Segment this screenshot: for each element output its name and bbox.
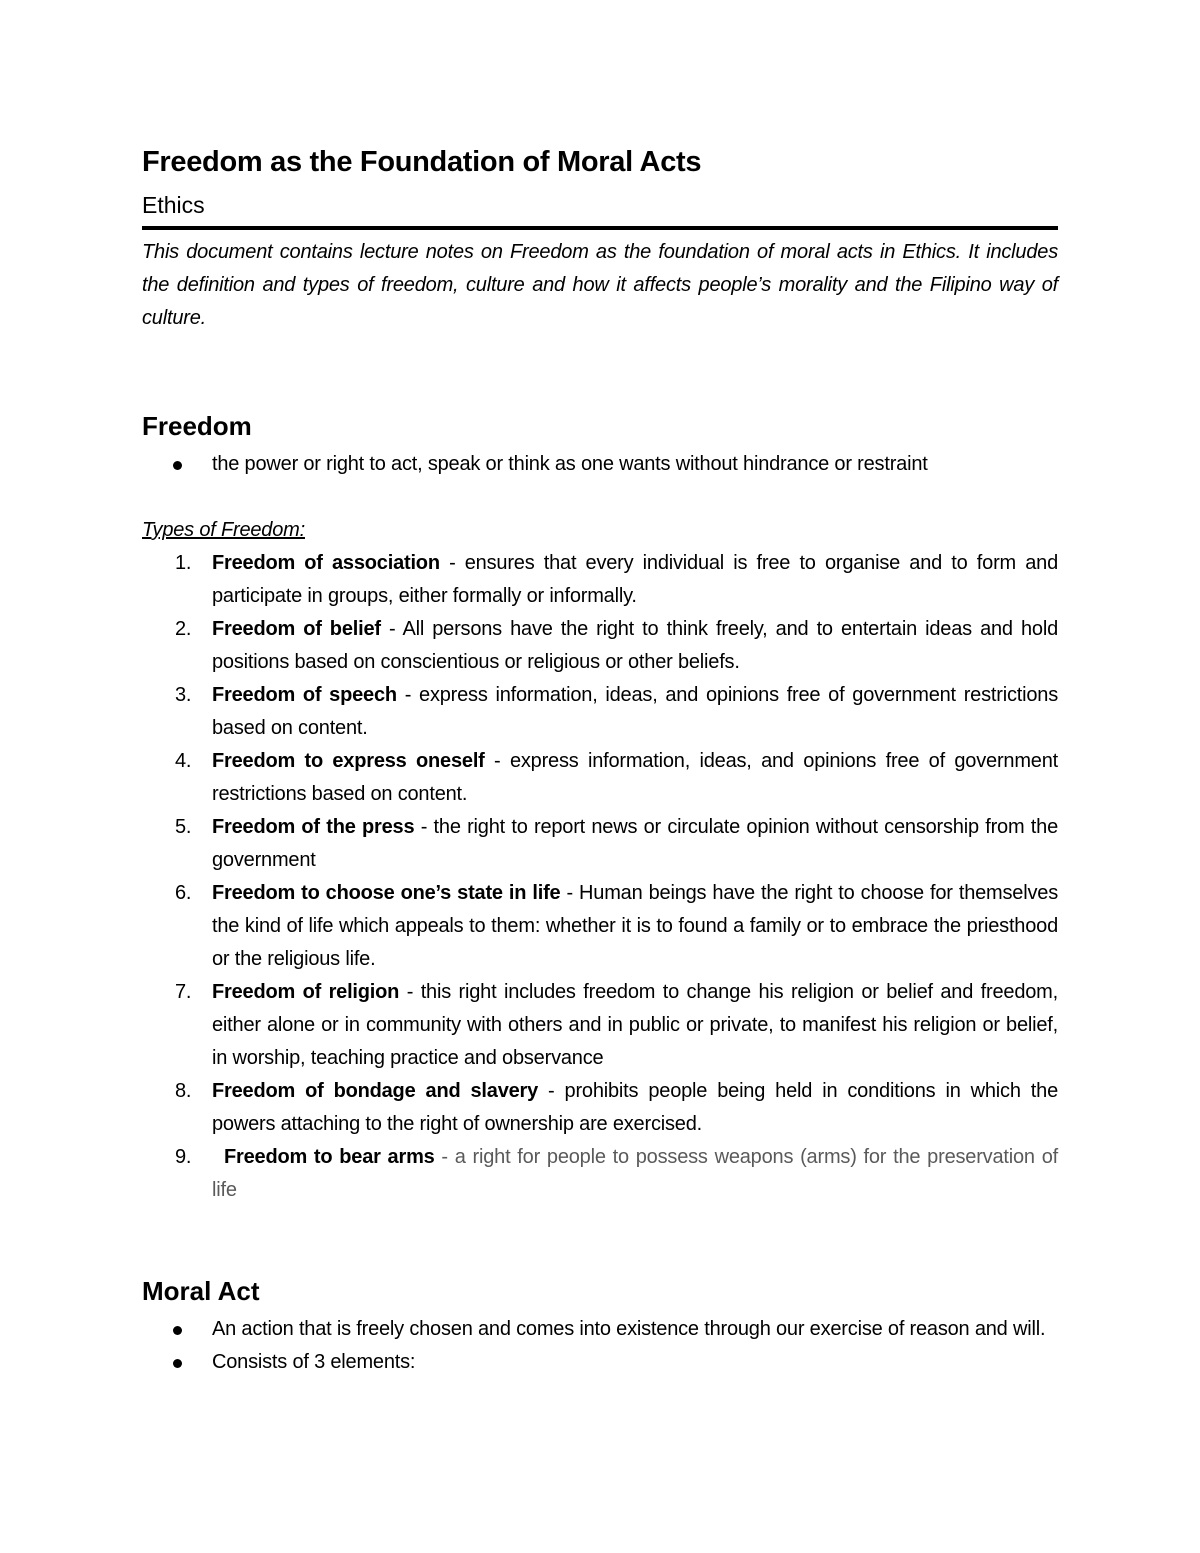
section-heading-moral-act: Moral Act	[142, 1276, 260, 1306]
freedom-type-term: Freedom of belief	[212, 618, 381, 640]
list-number: 1.	[175, 552, 192, 574]
freedom-type-description: - express information, ideas, and opinions free of government restrictions based on content.	[212, 750, 1058, 805]
list-item	[142, 547, 1058, 613]
moral-act-point: An action that is freely chosen and comes into existence through our exercise of reason and will.	[212, 1318, 1046, 1340]
list-number: 9.	[175, 1146, 192, 1168]
list-number: 2.	[175, 618, 192, 640]
title-divider	[142, 226, 1058, 230]
list-number: 6.	[175, 882, 192, 904]
freedom-definition: the power or right to act, speak or think as one wants without hindrance or restraint	[212, 453, 928, 475]
moral-act-list	[142, 1313, 1058, 1379]
section-heading-freedom: Freedom	[142, 411, 252, 441]
freedom-type-term: Freedom to bear arms	[224, 1146, 435, 1168]
list-item	[142, 613, 1058, 679]
freedom-type-description: - Human beings have the right to choose for themselves the kind of life which appeals to them: whether it is to found a family or to embrace the priesthood or the religious life.	[212, 882, 1058, 970]
list-item	[142, 1346, 1058, 1379]
bullet-icon	[173, 461, 182, 470]
freedom-type-term: Freedom to express oneself	[212, 750, 485, 772]
types-of-freedom-label: Types of Freedom:	[142, 519, 305, 541]
freedom-type-term: Freedom of the press	[212, 816, 415, 838]
list-item	[142, 877, 1058, 976]
bullet-icon	[173, 1359, 182, 1368]
freedom-type-description: - prohibits people being held in conditions in which the powers attaching to the right of ownership are exercised.	[212, 1080, 1058, 1135]
document-title: Freedom as the Foundation of Moral Acts	[142, 146, 702, 178]
list-item	[142, 976, 1058, 1075]
list-item	[142, 1313, 1058, 1346]
list-item	[142, 1075, 1058, 1141]
document-content	[142, 140, 1058, 1379]
freedom-type-term: Freedom to choose one’s state in life	[212, 882, 561, 904]
freedom-type-description: - a right for people to possess weapons (arms) for the preservation of life	[212, 1146, 1058, 1201]
list-number: 4.	[175, 750, 192, 772]
list-number: 5.	[175, 816, 192, 838]
document-abstract: This document contains lecture notes on Freedom as the foundation of moral acts in Ethics. It includes the definition and types of freedom, culture and how it affects people’s morality and the Filipino way of culture.	[142, 241, 1058, 329]
freedom-type-description: - the right to report news or circulate opinion without censorship from the government	[212, 816, 1058, 871]
types-of-freedom-list	[142, 547, 1058, 1207]
list-number: 7.	[175, 981, 192, 1003]
freedom-definition-list	[142, 448, 1058, 481]
list-item	[142, 745, 1058, 811]
freedom-type-description: - express information, ideas, and opinions free of government restrictions based on content.	[212, 684, 1059, 739]
list-item	[142, 1141, 1058, 1207]
list-number: 3.	[175, 684, 192, 706]
freedom-type-description: - this right includes freedom to change his religion or belief and freedom, either alone or in community with others and in public or private, to manifest his religion or belief, in worship, teaching practice and observance	[212, 981, 1058, 1069]
freedom-type-term: Freedom of bondage and slavery	[212, 1080, 539, 1102]
moral-act-point: Consists of 3 elements:	[212, 1351, 416, 1373]
list-item	[142, 679, 1058, 745]
freedom-type-term: Freedom of religion	[212, 981, 400, 1003]
document-subtitle: Ethics	[142, 192, 205, 218]
freedom-type-description: - All persons have the right to think freely, and to entertain ideas and hold positions based on conscientious or religious or other beliefs.	[212, 618, 1058, 673]
list-number: 8.	[175, 1080, 192, 1102]
list-item	[142, 811, 1058, 877]
freedom-type-term: Freedom of association	[212, 552, 440, 574]
freedom-type-term: Freedom of speech	[212, 684, 397, 706]
bullet-icon	[173, 1326, 182, 1335]
freedom-type-description: - ensures that every individual is free to organise and to form and participate in groups, either formally or informally.	[212, 552, 1059, 607]
list-item	[142, 448, 1058, 481]
